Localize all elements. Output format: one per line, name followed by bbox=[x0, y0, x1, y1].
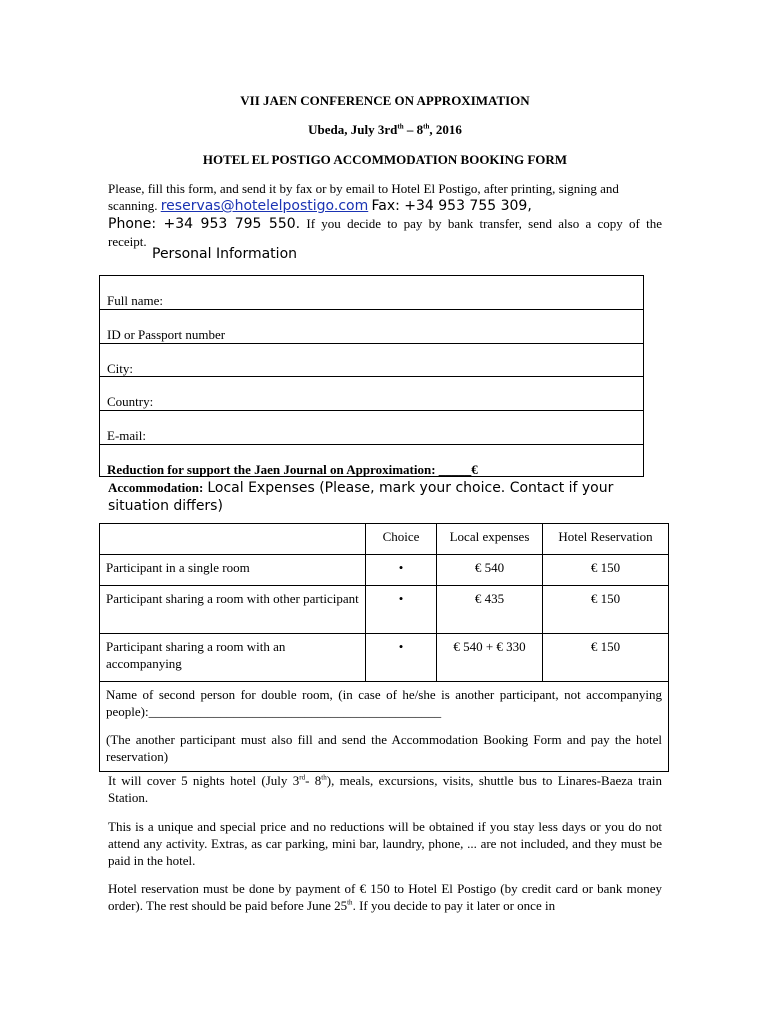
intro-line-3: Phone: +34 953 795 550. If you decide to pay by bank transfer, send also a copy of the bbox=[108, 216, 662, 232]
row-description: Participant sharing a room with other participant bbox=[100, 586, 366, 634]
header-local-expenses: Local expenses bbox=[437, 524, 543, 555]
hotel-reservation-value: € 150 bbox=[543, 586, 669, 634]
choice-bullet[interactable]: • bbox=[366, 634, 437, 682]
city-field[interactable]: City: bbox=[107, 361, 134, 376]
row-description: Participant in a single room bbox=[100, 555, 366, 586]
conference-title: VII JAEN CONFERENCE ON APPROXIMATION bbox=[240, 93, 530, 108]
table-row bbox=[100, 555, 669, 586]
full-name-field[interactable]: Full name: bbox=[107, 293, 163, 308]
choice-bullet[interactable]: • bbox=[366, 555, 437, 586]
local-expenses-value: € 540 bbox=[437, 555, 543, 586]
email-link[interactable]: reservas@hotelelpostigo.com bbox=[160, 198, 369, 214]
form-title: HOTEL EL POSTIGO ACCOMMODATION BOOKING FORM bbox=[202, 152, 568, 167]
unique-price-paragraph: This is a unique and special price and no reductions will be obtained if you stay less days or you do not attend any activity. Extras, as car parking, mini bar, laundry, phone, ... are not included, and they must be paid in the hotel. bbox=[108, 819, 662, 868]
table-header-row bbox=[100, 524, 669, 555]
choice-bullet[interactable]: • bbox=[366, 586, 437, 634]
table-row bbox=[100, 634, 669, 682]
passport-field[interactable]: ID or Passport number bbox=[107, 327, 226, 342]
row-description: Participant sharing a room with an accompanying bbox=[100, 634, 366, 682]
accommodation-heading: Accommodation: Local Expenses (Please, mark your choice. Contact if your situation differs) bbox=[108, 480, 614, 514]
coverage-paragraph: It will cover 5 nights hotel (July 3rd- 8th), meals, excursions, visits, shuttle bus to Linares-Baeza train Station. bbox=[108, 773, 662, 805]
participant-note: (The another participant must also fill and send the Accommodation Booking Form and pay the hotel reservation) bbox=[106, 732, 662, 764]
intro-line-2: scanning. reservas@hotelelpostigo.com Fax: +34 953 755 309, bbox=[108, 198, 532, 214]
header-choice: Choice bbox=[366, 524, 437, 555]
intro-line-1: Please, fill this form, and send it by fax or by email to Hotel El Postigo, after printing, signing and bbox=[108, 181, 619, 196]
country-field[interactable]: Country: bbox=[107, 394, 154, 409]
second-person-row bbox=[100, 682, 669, 772]
reservation-paragraph: Hotel reservation must be done by payment of € 150 to Hotel El Postigo (by credit card or bank money order). The rest should be paid before June 25th. If you decide to pay it later or once in bbox=[108, 881, 662, 913]
hotel-reservation-value: € 150 bbox=[543, 634, 669, 682]
local-expenses-value: € 540 + € 330 bbox=[437, 634, 543, 682]
hotel-reservation-value: € 150 bbox=[543, 555, 669, 586]
intro-paragraph bbox=[108, 180, 662, 250]
personal-info-form bbox=[99, 275, 644, 477]
header-hotel-reservation: Hotel Reservation bbox=[543, 524, 669, 555]
fax-number: Fax: +34 953 755 309, bbox=[371, 198, 532, 214]
second-person-cell[interactable] bbox=[100, 682, 669, 772]
intro-line-4: receipt. bbox=[108, 234, 147, 249]
phone-number: Phone: +34 953 795 550. bbox=[108, 216, 301, 232]
local-expenses-value: € 435 bbox=[437, 586, 543, 634]
accommodation-label: Accommodation: bbox=[108, 480, 204, 495]
second-person-field[interactable]: Name of second person for double room, (in case of he/she is another participant, not accompanying people):_____________________________________________ bbox=[106, 687, 662, 719]
email-field[interactable]: E-mail: bbox=[107, 428, 146, 443]
conference-date: Ubeda, July $3rd^{th} - 8th$, 2016 bbox=[308, 122, 462, 137]
personal-info-heading: Personal Information bbox=[152, 246, 298, 262]
table-row bbox=[100, 586, 669, 634]
accommodation-table bbox=[99, 523, 669, 772]
header-cell-empty bbox=[100, 524, 366, 555]
reduction-field[interactable]: Reduction for support the Jaen Journal on Approximation: _____€ bbox=[107, 462, 478, 477]
